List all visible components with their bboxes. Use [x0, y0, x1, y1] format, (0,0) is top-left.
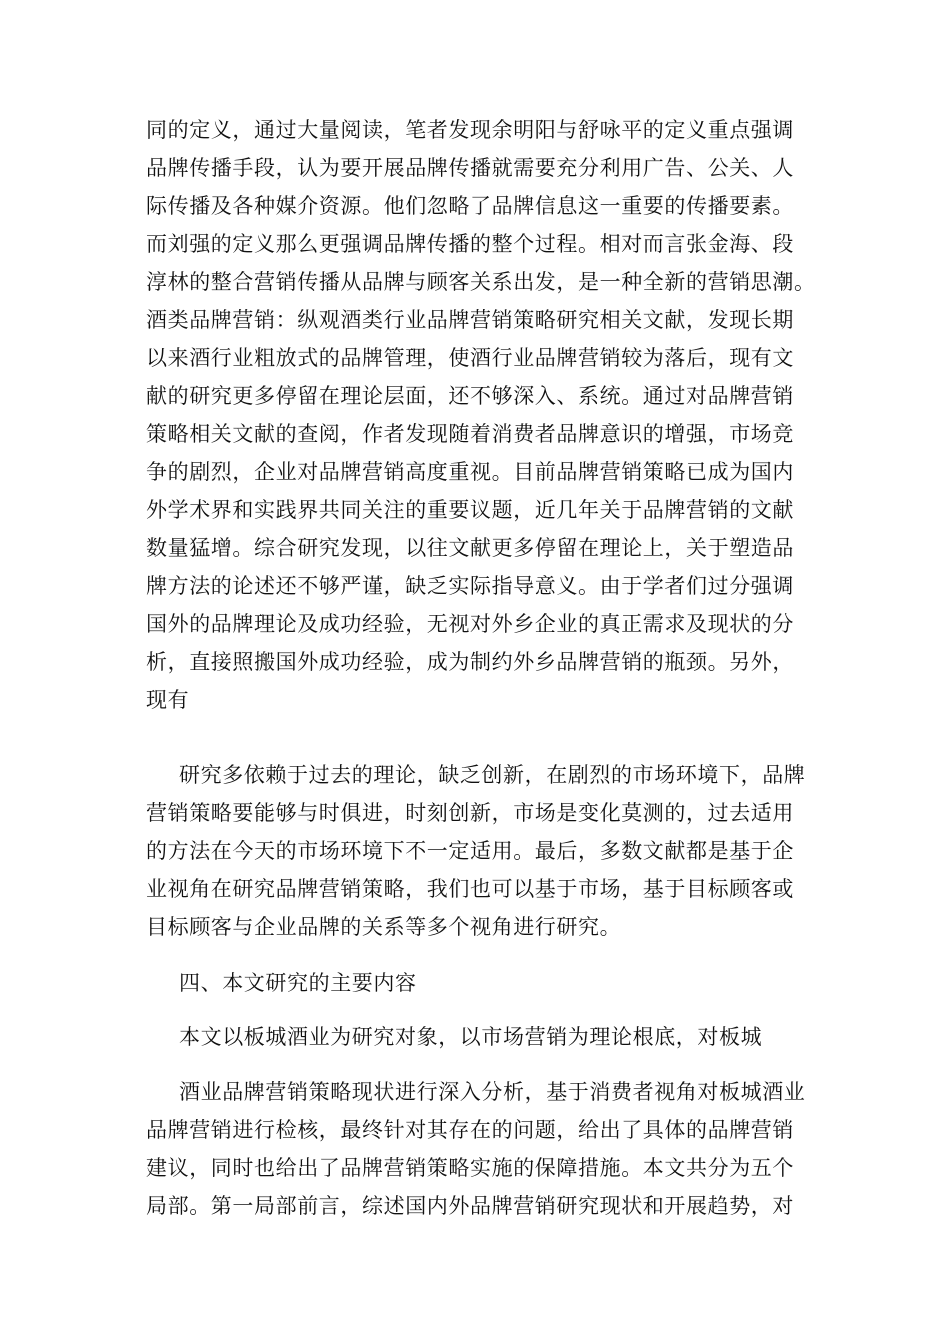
text-line: 而刘强的定义那么更强调品牌传播的整个过程。相对而言张金海、段	[146, 232, 794, 256]
text-line: 献的研究更多停留在理论层面，还不够深入、系统。通过对品牌营销	[146, 384, 794, 408]
text-line: 的方法在今天的市场环境下不一定适用。最后，多数文献都是基于企	[146, 839, 794, 863]
text-line: 营销策略要能够与时俱进，时刻创新，市场是变化莫测的，过去适用	[146, 801, 794, 825]
text-line: 外学术界和实践界共同关注的重要议题，近几年关于品牌营销的文献	[146, 498, 794, 522]
text-line: 淳林的整合营销传播从品牌与顾客关系出发，是一种全新的营销思潮。	[146, 270, 816, 294]
text-line: 际传播及各种媒介资源。他们忽略了品牌信息这一重要的传播要素。	[146, 194, 794, 218]
text-line: 研究多依赖于过去的理论，缺乏创新，在剧烈的市场环境下，品牌	[179, 763, 806, 787]
text-line: 酒业品牌营销策略现状进行深入分析，基于消费者视角对板城酒业	[179, 1080, 806, 1104]
text-line: 同的定义，通过大量阅读，笔者发现余明阳与舒咏平的定义重点强调	[146, 118, 794, 142]
text-line: 现有	[146, 688, 190, 712]
text-line: 建议，同时也给出了品牌营销策略实施的保障措施。本文共分为五个	[146, 1156, 794, 1180]
text-line: 数量猛增。综合研究发现，以往文献更多停留在理论上，关于塑造品	[146, 536, 794, 560]
text-line: 酒类品牌营销：纵观酒类行业品牌营销策略研究相关文献，发现长期	[146, 308, 794, 332]
section-heading: 四、本文研究的主要内容	[179, 971, 417, 995]
text-line: 析，直接照搬国外成功经验，成为制约外乡品牌营销的瓶颈。另外，	[146, 650, 794, 674]
text-line: 品牌传播手段，认为要开展品牌传播就需要充分利用广告、公关、人	[146, 156, 794, 180]
text-line: 以来酒行业粗放式的品牌管理，使酒行业品牌营销较为落后，现有文	[146, 346, 794, 370]
text-line: 牌方法的论述还不够严谨，缺乏实际指导意义。由于学者们过分强调	[146, 574, 794, 598]
text-line: 策略相关文献的查阅，作者发现随着消费者品牌意识的增强，市场竞	[146, 422, 794, 446]
text-line: 目标顾客与企业品牌的关系等多个视角进行研究。	[146, 915, 622, 939]
text-line: 本文以板城酒业为研究对象，以市场营销为理论根底，对板城	[179, 1025, 763, 1049]
text-line: 局部。第一局部前言，综述国内外品牌营销研究现状和开展趋势，对	[146, 1194, 794, 1218]
text-line: 品牌营销进行检核，最终针对其存在的问题，给出了具体的品牌营销	[146, 1118, 794, 1142]
text-line: 争的剧烈，企业对品牌营销高度重视。目前品牌营销策略已成为国内	[146, 460, 794, 484]
text-line: 国外的品牌理论及成功经验，无视对外乡企业的真正需求及现状的分	[146, 612, 794, 636]
text-line: 业视角在研究品牌营销策略，我们也可以基于市场，基于目标顾客或	[146, 877, 794, 901]
